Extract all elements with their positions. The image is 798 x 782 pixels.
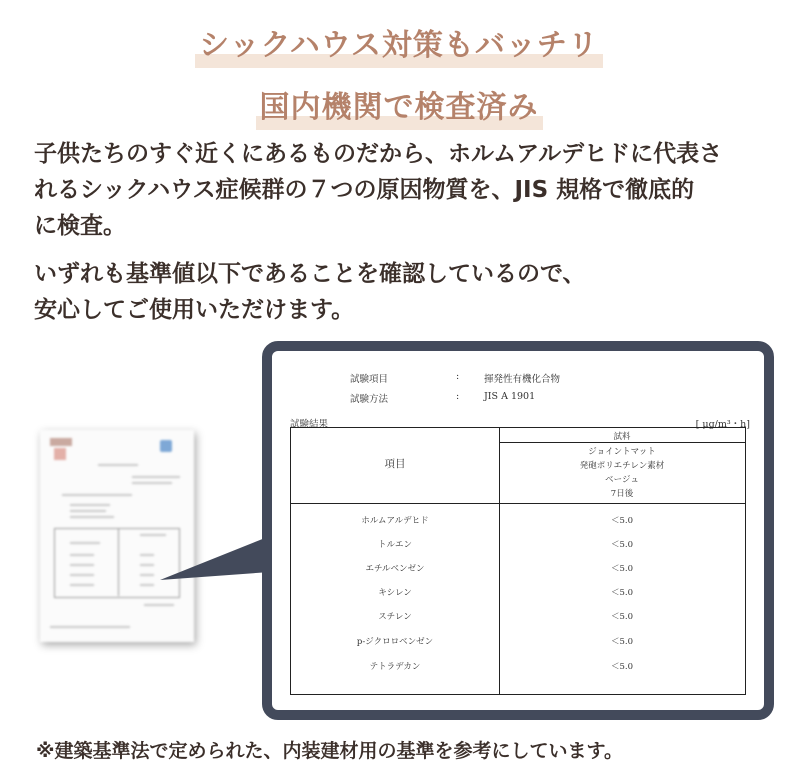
sample-days: 7日後 [610, 489, 634, 499]
colon: : [456, 371, 460, 382]
description-line: れるシックハウス症候群の７つの原因物質を、JIS 規格で徹底的 [34, 177, 695, 203]
sample-name: ジョイントマット [588, 447, 656, 457]
description-paragraph [34, 136, 774, 244]
assurance-line: いずれも基準値以下であることを確認しているので、 [34, 261, 586, 287]
headline-line2: 国内機関で検査済み [256, 82, 543, 130]
headline-sick-house [0, 20, 798, 68]
thumbnail-mark [160, 440, 172, 452]
header-sample: 試料 [613, 432, 631, 442]
table-row-value: ＜5.0 [611, 588, 634, 598]
thumbnail-stamp [54, 448, 66, 460]
results-table [290, 427, 746, 695]
table-row-value: ＜5.0 [611, 612, 634, 622]
headline-inspection [0, 82, 798, 130]
header-item: 項目 [384, 458, 406, 470]
callout-pointer [160, 530, 270, 590]
unit-label: [ μg/m³・h] [695, 419, 750, 430]
headline-line1: シックハウス対策もバッチリ [195, 20, 603, 68]
table-row-name: テトラデカン [369, 662, 421, 672]
results-title: 試験結果 [290, 419, 329, 430]
footnote: ※建築基準法で定められた、内装建材用の基準を参考にしています。 [36, 740, 623, 762]
table-row-name: ホルムアルデヒド [361, 516, 429, 526]
table-row-name: エチルベンゼン [365, 564, 425, 574]
sample-color: ベージュ [605, 475, 639, 485]
test-method-label: 試験方法 [350, 394, 389, 405]
table-row-name: キシレン [378, 588, 412, 598]
description-line: 子供たちのすぐ近くにあるものだから、ホルムアルデヒドに代表さ [34, 141, 723, 167]
test-method-value: JIS A 1901 [484, 391, 536, 402]
table-row-value: ＜5.0 [611, 637, 634, 647]
assurance-paragraph [34, 256, 774, 328]
table-row-value: ＜5.0 [611, 564, 634, 574]
thumbnail-logo [50, 438, 72, 446]
colon: : [456, 391, 460, 402]
table-row-name: p-ジクロロベンゼン [356, 637, 434, 647]
table-row-value: ＜5.0 [611, 662, 634, 672]
description-line: に検査。 [34, 213, 126, 239]
table-row-name: スチレン [378, 612, 412, 622]
assurance-line: 安心してご使用いただけます。 [34, 297, 355, 323]
report-enlarged-frame [262, 341, 774, 720]
test-item-label: 試験項目 [350, 374, 389, 385]
table-row-value: ＜5.0 [611, 540, 634, 550]
table-row-name: トルエン [377, 540, 412, 550]
table-row-value: ＜5.0 [611, 516, 634, 526]
sample-material: 発砲ポリエチレン素材 [579, 461, 665, 471]
test-item-value: 揮発性有機化合物 [484, 374, 561, 385]
